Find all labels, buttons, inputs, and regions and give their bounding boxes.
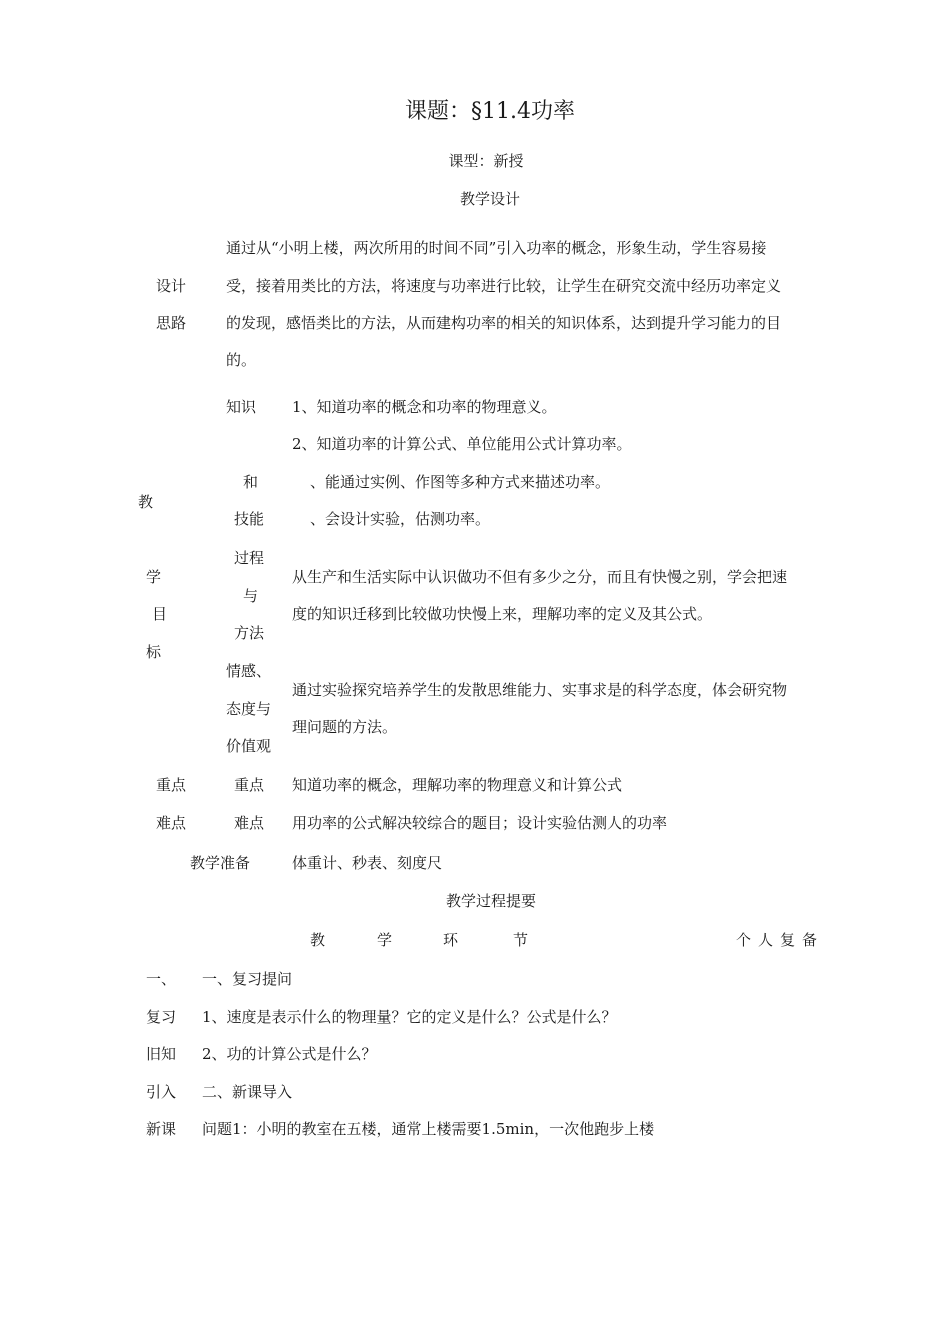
process-label: 与: [243, 587, 259, 605]
lesson-type: 课型：新授: [448, 152, 524, 170]
outline-row-text: 二、新课导入: [202, 1083, 293, 1101]
difficult-outer-label: 难点: [156, 814, 187, 832]
emotion-label: 态度与: [226, 700, 272, 718]
difficult-label: 难点: [234, 814, 265, 832]
outline-row-left: 一、: [146, 970, 177, 988]
difficult-text: 用功率的公式解决较综合的题目；设计实验估测人的功率: [292, 814, 668, 832]
outline-row-text: 一、复习提问: [202, 970, 293, 988]
key-outer-label: 重点: [156, 776, 187, 794]
knowledge-item: 、会设计实验，估测功率。: [310, 510, 491, 528]
objectives-label-char: 目: [152, 605, 168, 623]
outline-row-text: 2、功的计算公式是什么？: [202, 1045, 377, 1063]
objectives-label-char: 标: [146, 643, 162, 661]
objectives-label-char: 学: [146, 568, 162, 586]
knowledge-item: 1、知道功率的概念和功率的物理意义。: [292, 398, 557, 416]
outline-row-left: 引入: [146, 1083, 177, 1101]
emotion-label: 情感、: [226, 662, 272, 680]
process-label: 方法: [234, 624, 265, 642]
emotion-line: 理问题的方法。: [292, 718, 398, 736]
design-idea-line: 的发现，感悟类比的方法，从而建构功率的相关的知识体系，达到提升学习能力的目: [226, 314, 782, 332]
process-outline-heading: 教学过程提要: [445, 892, 536, 910]
outline-row-left: 复习: [146, 1008, 177, 1026]
outline-row-text: 问题1：小明的教室在五楼，通常上楼需要1.5min，一次他跑步上楼: [202, 1120, 655, 1138]
outline-row-text: 1、速度是表示什么的物理量？它的定义是什么？公式是什么？: [202, 1008, 617, 1026]
preparation-label: 教学准备: [190, 854, 251, 872]
key-label: 重点: [234, 776, 265, 794]
col-header-char: 教: [310, 931, 326, 949]
design-heading: 教学设计: [459, 190, 520, 208]
design-idea-line: 通过从“小明上楼，两次所用的时间不同”引入功率的概念，形象生动，学生容易接: [226, 239, 767, 257]
preparation-text: 体重计、秒表、刻度尺: [292, 854, 443, 872]
page-title: 课题：§11.4功率: [405, 99, 575, 124]
knowledge-label: 知识: [226, 398, 257, 416]
process-line: 从生产和生活实际中认识做功不但有多少之分，而且有快慢之别，学会把速: [292, 568, 788, 586]
design-idea-label-2: 思路: [156, 314, 187, 332]
design-idea-line: 受，接着用类比的方法，将速度与功率进行比较，让学生在研究交流中经历功率定义: [226, 277, 782, 295]
outline-row-left: 旧知: [146, 1045, 177, 1063]
col-header-char: 环: [443, 931, 459, 949]
personal-review-header: 个人复备: [736, 931, 825, 949]
knowledge-item: 、能通过实例、作图等多种方式来描述功率。: [310, 473, 611, 491]
key-text: 知道功率的概念，理解功率的物理意义和计算公式: [292, 776, 623, 794]
process-label: 过程: [234, 549, 265, 567]
col-header-char: 节: [513, 931, 529, 949]
process-line: 度的知识迁移到比较做功快慢上来，理解功率的定义及其公式。: [292, 605, 713, 623]
design-idea-line: 的。: [226, 351, 257, 369]
knowledge-label: 和: [243, 473, 259, 491]
design-idea-label-1: 设计: [156, 277, 187, 295]
col-header-char: 学: [377, 931, 393, 949]
knowledge-label: 技能: [234, 510, 265, 528]
emotion-line: 通过实验探究培养学生的发散思维能力、实事求是的科学态度，体会研究物: [292, 681, 788, 699]
objectives-label-char: 教: [138, 493, 154, 511]
knowledge-item: 2、知道功率的计算公式、单位能用公式计算功率。: [292, 435, 632, 453]
outline-row-left: 新课: [146, 1120, 177, 1138]
emotion-label: 价值观: [226, 737, 272, 755]
